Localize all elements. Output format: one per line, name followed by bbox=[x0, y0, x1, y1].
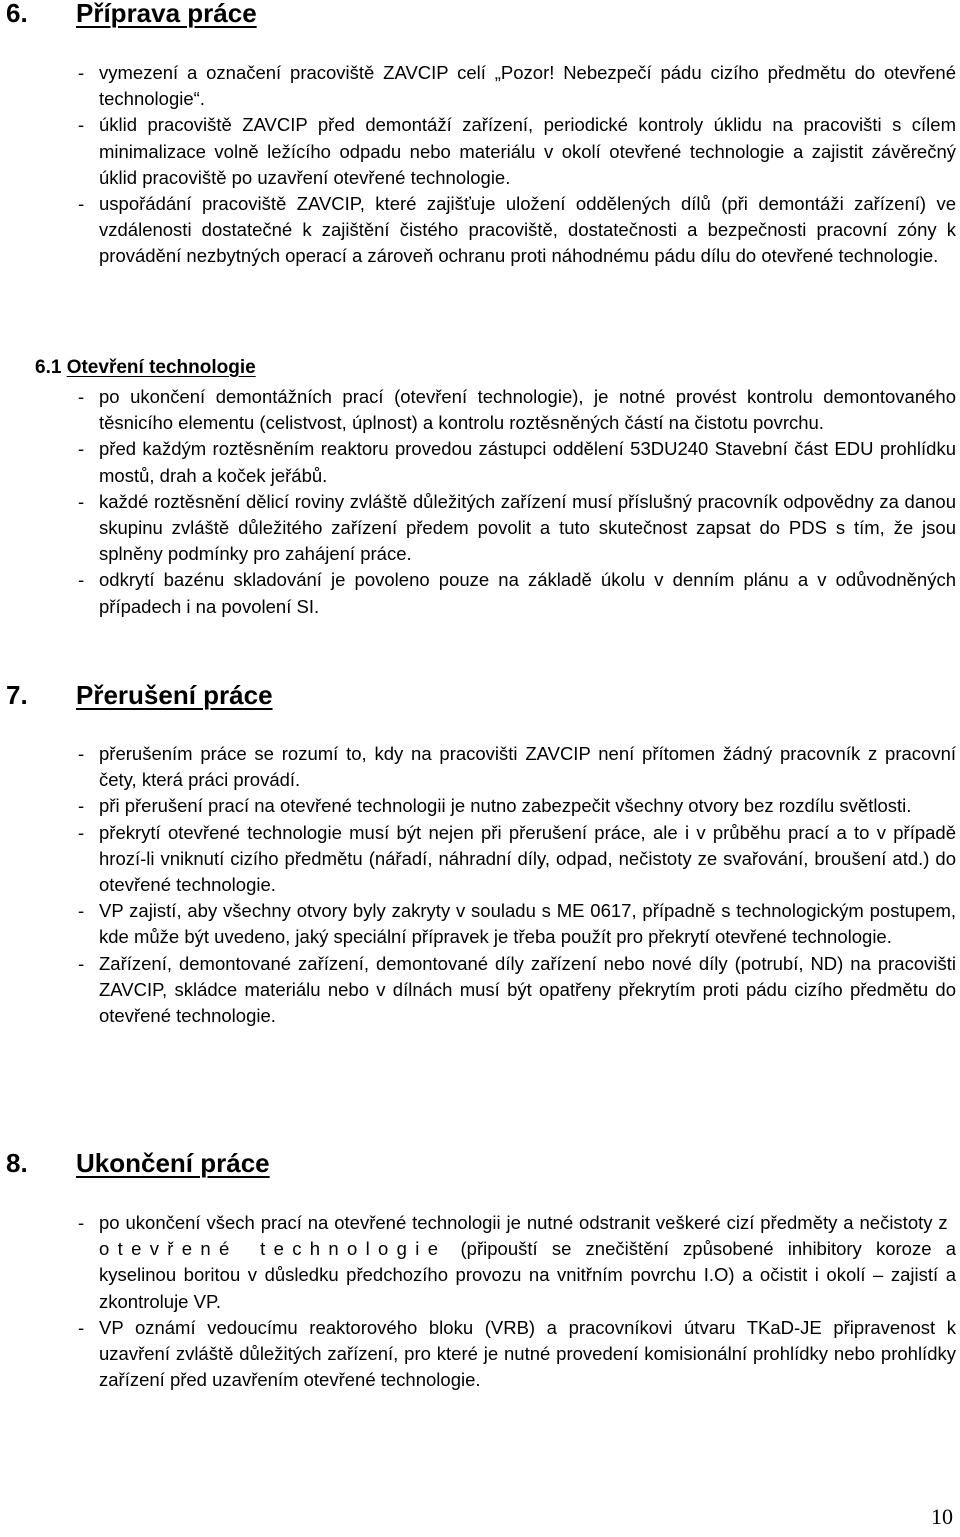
list-item-text: odkrytí bazénu skladování je povoleno pouze na základě úkolu v denním plánu a v odůvodněných případech i na povolení SI. bbox=[99, 569, 956, 617]
list-item bbox=[78, 793, 956, 819]
section-6-1-list bbox=[78, 384, 956, 620]
list-item-text: po ukončení demontážních prací (otevření technologie), je notné provést kontrolu demontovaného těsnicího elementu (celistvost, úplnost) a kontrolu roztěsněných částí na čistotu povrchu. bbox=[99, 386, 956, 434]
bullet-dash: - bbox=[78, 386, 85, 407]
bullet-dash: - bbox=[78, 62, 85, 83]
list-item bbox=[78, 191, 956, 270]
list-item-text: před každým roztěsněním reaktoru provedou zástupci oddělení 53DU240 Stavební část EDU prohlídku mostů, drah a koček jeřábů. bbox=[99, 438, 956, 486]
section-6-1-number: 6.1 bbox=[35, 357, 62, 378]
bullet-dash: - bbox=[78, 1212, 85, 1233]
list-item bbox=[78, 384, 956, 436]
bullet-dash: - bbox=[78, 114, 85, 136]
section-6-title: Příprava práce bbox=[76, 0, 257, 28]
section-6-heading bbox=[6, 0, 257, 28]
list-item bbox=[78, 951, 956, 1030]
section-6-1-title: Otevření technologie bbox=[66, 357, 256, 378]
list-item-text: VP oznámí vedoucímu reaktorového bloku (VRB) a pracovníkovi útvaru TKaD-JE připravenost k uzavření zvláště důležitých zařízení, pro které je nutné provedení komisionální prohlídky nebo prohlídky zařízení před uzavřením otevřené technologie. bbox=[99, 1316, 956, 1391]
list-item-text: uspořádání pracoviště ZAVCIP, které zajišťuje uložení oddělených dílů (při demontáži zařízení) ve vzdálenosti dostatečné k zajištění čistého pracoviště, dostatečnosti a bezpečnosti pracovní zóny k provádění nezbytných operací a zároveň ochranu proti náhodnému pádu dílu do otevřené technologie. bbox=[99, 193, 956, 267]
list-item-text: po ukončení všech prací na otevřené technologii je nutné odstranit veškeré cizí předměty a nečistoty bbox=[99, 1212, 939, 1233]
list-item bbox=[78, 567, 956, 619]
section-8-list bbox=[78, 1210, 956, 1393]
list-item bbox=[78, 820, 956, 899]
bullet-dash: - bbox=[78, 569, 85, 591]
bullet-dash: - bbox=[78, 821, 85, 843]
list-item-text: přerušením práce se rozumí to, kdy na pracovišti ZAVCIP není přítomen žádný pracovník z pracovní čety, která práci provádí. bbox=[99, 743, 956, 791]
section-7-list bbox=[78, 741, 956, 1029]
list-item-text: překrytí otevřené technologie musí být nejen při přerušení práce, ale i v průběhu prací a to v případě hrozí-li vniknutí cizího předmětu (nářadí, náhradní díly, odpad, nečistoty ze svařování, broušení atd.) do otevřené technologie. bbox=[99, 821, 956, 896]
bullet-dash: - bbox=[78, 743, 85, 764]
section-7-number: 7. bbox=[6, 680, 28, 710]
bullet-dash: - bbox=[78, 952, 85, 974]
page-number: 10 bbox=[931, 1504, 953, 1529]
bullet-dash: - bbox=[78, 438, 85, 460]
bullet-dash: - bbox=[78, 193, 85, 215]
list-item bbox=[78, 1315, 956, 1394]
section-7-heading bbox=[6, 680, 273, 710]
list-item bbox=[78, 898, 956, 950]
list-item bbox=[78, 112, 956, 191]
section-6-number: 6. bbox=[6, 0, 28, 28]
list-item bbox=[78, 741, 956, 793]
bullet-dash: - bbox=[78, 900, 85, 922]
list-item bbox=[78, 489, 956, 568]
section-8-title: Ukončení práce bbox=[76, 1148, 270, 1178]
bullet-dash: - bbox=[78, 795, 85, 817]
list-item bbox=[78, 60, 956, 112]
bullet-dash: - bbox=[78, 490, 85, 512]
list-item-text: Zařízení, demontované zařízení, demontované díly zařízení nebo nové díly (potrubí, ND) na pracovišti ZAVCIP, skládce materiálu nebo v dílnách musí být opatřeny překrytím proti pádu cizího předmětu do otevřené technologie. bbox=[99, 952, 956, 1027]
spaced-text: z otevřené technologie bbox=[99, 1212, 956, 1260]
list-item-text: (připouští se znečištění způsobené inhibitory koroze a kyselinou boritou v důsledku předchozího provozu na vnitřním povrchu I.O) a očistit i okolí – zajistí a zkontroluje VP. bbox=[99, 1238, 956, 1312]
list-item-text: každé roztěsnění dělicí roviny zvláště důležitých zařízení musí příslušný pracovník odpovědny za danou skupinu zvláště důležitého zařízení předem povolit a tuto skutečnost zapsat do PDS s tím, že jsou splněny podmínky pro zahájení práce. bbox=[99, 490, 956, 565]
list-item-text: úklid pracoviště ZAVCIP před demontáží zařízení, periodické kontroly úklidu na pracovišti s cílem minimalizace volně ležícího odpadu nebo materiálu v okolí otevřené technologie a zajistit závěrečný úklid pracoviště po uzavření otevřené technologie. bbox=[99, 114, 956, 188]
list-item-text: při přerušení prací na otevřené technologii je nutno zabezpečit všechny otvory bez rozdílu světlosti. bbox=[99, 795, 912, 817]
section-8-heading bbox=[6, 1148, 270, 1178]
list-item bbox=[78, 436, 956, 488]
list-item-text: vymezení a označení pracoviště ZAVCIP celí „Pozor! Nebezpečí pádu cizího předmětu do otevřené technologie“. bbox=[99, 62, 956, 110]
list-item-text: VP zajistí, aby všechny otvory byly zakryty v souladu s ME 0617, případně s technologickým postupem, kde může být uvedeno, jaký speciální přípravek je třeba použít pro překrytí otevřené technologie. bbox=[99, 900, 956, 948]
section-8-number: 8. bbox=[6, 1148, 28, 1178]
section-7-title: Přerušení práce bbox=[76, 680, 273, 710]
bullet-dash: - bbox=[78, 1316, 85, 1338]
list-item bbox=[78, 1210, 956, 1315]
section-6-list bbox=[78, 60, 956, 270]
section-6-1-heading bbox=[35, 356, 256, 380]
